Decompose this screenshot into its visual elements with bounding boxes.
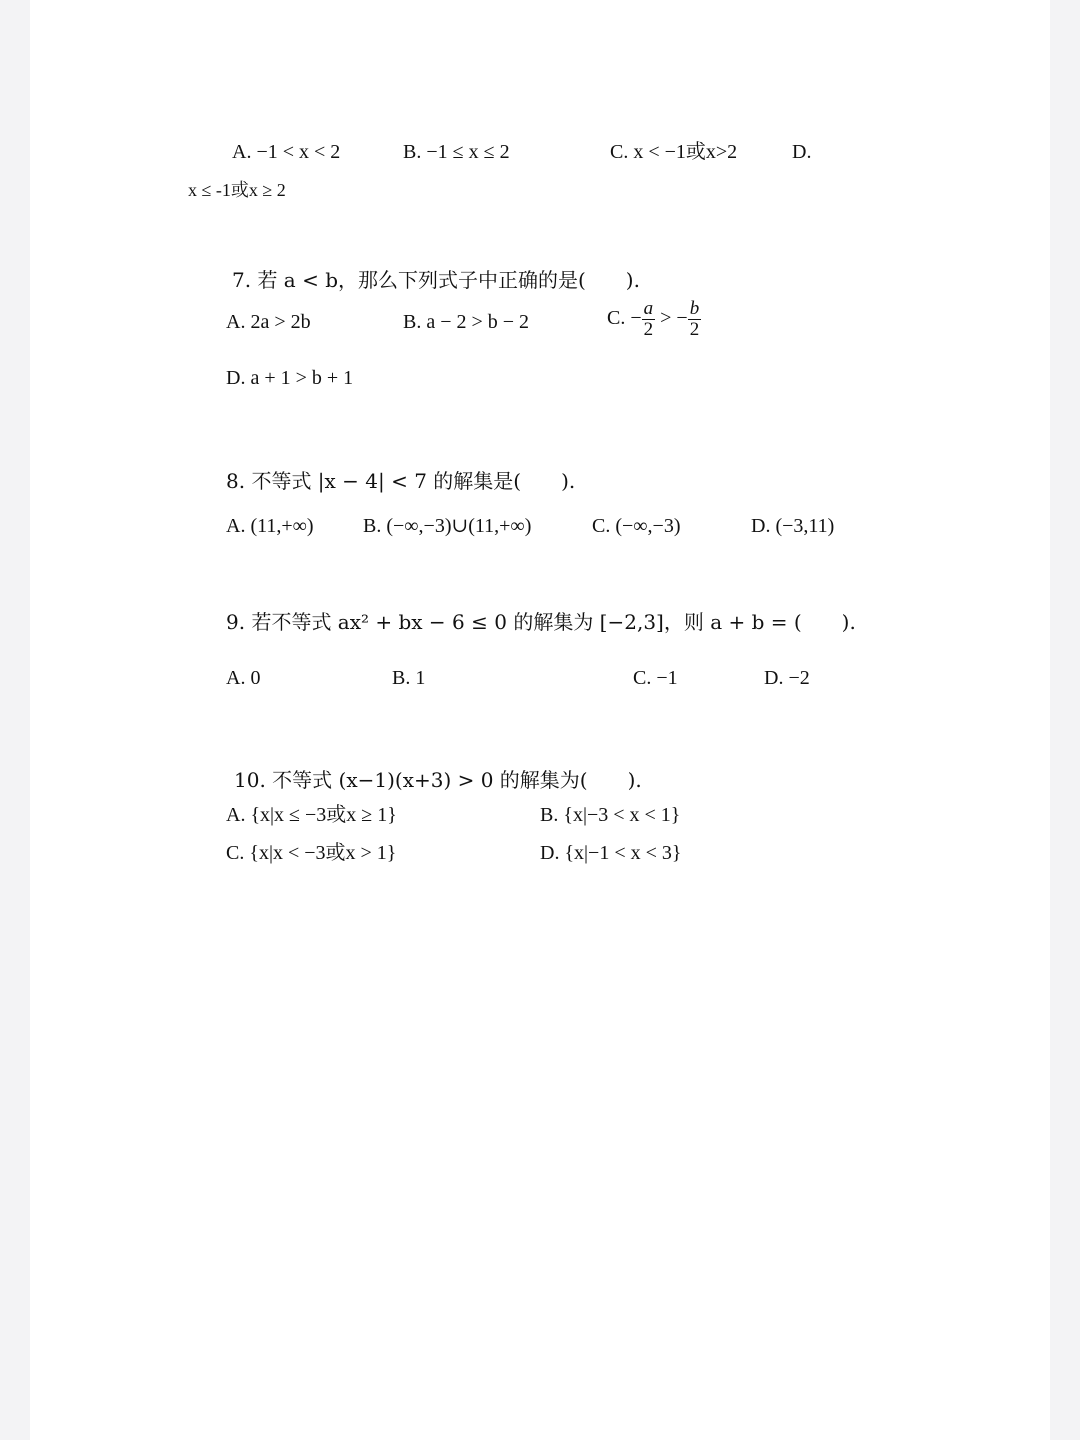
q10-option-d: D. {x|−1 < x < 3} <box>540 842 682 864</box>
q6-option-d-label: D. <box>792 141 812 163</box>
fraction-numerator: a <box>643 298 654 319</box>
q9-option-b: B. 1 <box>392 667 426 689</box>
fraction-denominator: 2 <box>689 318 700 340</box>
q8-option-d: D. (−3,11) <box>751 515 835 537</box>
q8-option-b: B. (−∞,−3)∪(11,+∞) <box>363 515 532 537</box>
q8-option-a: A. (11,+∞) <box>226 515 314 537</box>
q7-option-d: D. a + 1 > b + 1 <box>226 367 354 389</box>
q8-option-c: C. (−∞,−3) <box>592 515 681 537</box>
q6-option-c: C. x < −1或x>2 <box>610 141 738 163</box>
q9-stem: 9. 若不等式 ax² + bx − 6 ≤ 0 的解集为 [−2,3]，则 a + b = ( ). <box>226 610 856 634</box>
q9-option-c: C. −1 <box>633 667 678 689</box>
exam-paper <box>30 0 1050 1440</box>
q9-option-d: D. −2 <box>764 667 810 689</box>
q7-option-c-label: C. − <box>607 307 642 330</box>
q7-option-b: B. a − 2 > b − 2 <box>403 311 530 333</box>
q6-option-d-value: x ≤ -1或x ≥ 2 <box>188 180 286 200</box>
q7-option-a: A. 2a > 2b <box>226 311 311 333</box>
q6-option-a: A. −1 < x < 2 <box>232 141 341 163</box>
q7-option-c-middle: > − <box>655 307 688 330</box>
q9-option-a: A. 0 <box>226 667 261 689</box>
q7-stem: 7. 若 a < b，那么下列式子中正确的是( ). <box>232 268 640 292</box>
q10-option-a: A. {x|x ≤ −3或x ≥ 1} <box>226 804 397 826</box>
q8-stem: 8. 不等式 |x − 4| < 7 的解集是( ). <box>226 469 576 493</box>
fraction-denominator: 2 <box>643 318 654 340</box>
q7-option-c-fraction-a <box>642 299 656 340</box>
q6-option-b: B. −1 ≤ x ≤ 2 <box>403 141 510 163</box>
q10-stem: 10. 不等式 (x−1)(x+3) > 0 的解集为( ). <box>234 768 642 792</box>
q7-option-c <box>607 299 701 340</box>
q10-option-c: C. {x|x < −3或x > 1} <box>226 842 397 864</box>
q7-option-c-fraction-b <box>688 299 702 340</box>
q10-option-b: B. {x|−3 < x < 1} <box>540 804 681 826</box>
fraction-numerator: b <box>689 298 700 319</box>
